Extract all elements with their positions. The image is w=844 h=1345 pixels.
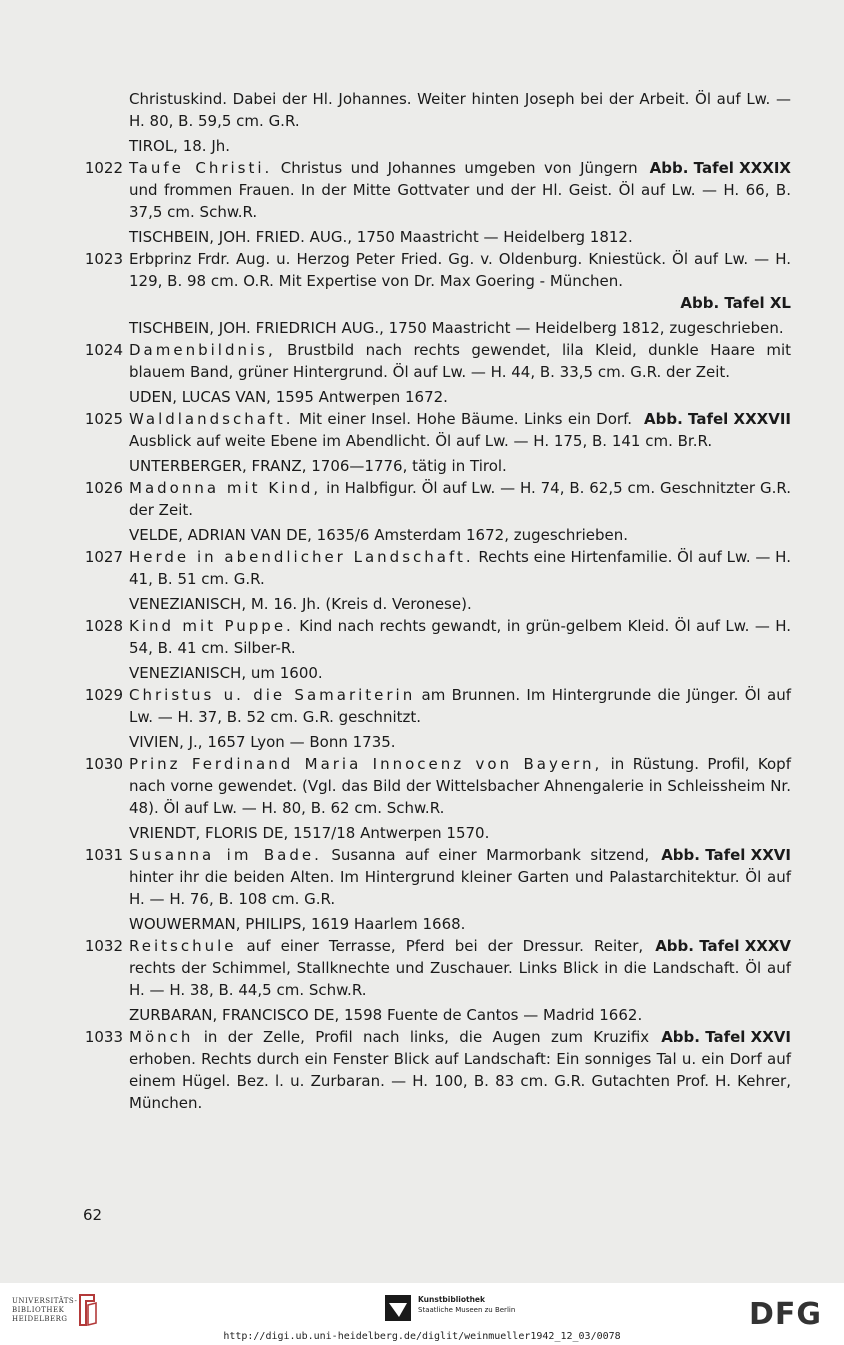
- catalog-entry: [77, 408, 791, 452]
- entry-body: [129, 408, 791, 452]
- source-url[interactable]: http://digi.ub.uni-heidelberg.de/diglit/weinmueller1942_12_03/0078: [223, 1331, 621, 1342]
- uni-line-2: BIBLIOTHEK: [12, 1306, 65, 1314]
- artwork-description: Christus und Johannes umgeben von Jüngern und frommen Frauen. In der Mitte Gottvater und der Hl. Geist. Öl auf Lw. — H. 66, B. 37,5 cm. Schw.R.: [129, 159, 791, 221]
- artist-heading: VENEZIANISCH, M. 16. Jh. (Kreis d. Veronese).: [129, 595, 472, 613]
- artwork-title: Kind mit Puppe.: [129, 617, 294, 635]
- entry-body: [129, 615, 791, 659]
- artist-heading: TISCHBEIN, JOH. FRIEDRICH AUG., 1750 Maastricht — Heidelberg 1812, zugeschrieben.: [129, 319, 784, 337]
- artist-heading: UNTERBERGER, FRANZ, 1706—1776, tätig in Tirol.: [129, 457, 507, 475]
- entry-body: [129, 339, 791, 383]
- artwork-description: in der Zelle, Profil nach links, die Augen zum Kruzifix erhoben. Rechts durch ein Fenster Blick auf Landschaft: Ein sonniges Tal u. ein Dorf auf einem Hügel. Bez. l. u. Zurbaran. — H. 100, B. 83 cm. G.R. Gutachten Prof. H. Kehrer, München.: [129, 1028, 791, 1112]
- catalog-entry: [77, 546, 791, 590]
- catalog-entry: [77, 753, 791, 819]
- kb-title: Kunstbibliothek: [418, 1295, 486, 1304]
- lot-number: 1027: [84, 548, 123, 566]
- artwork-description: Rechts eine Hirtenfamilie. Öl auf Lw. — H. 41, B. 51 cm. G.R.: [129, 548, 791, 588]
- artist-heading: ZURBARAN, FRANCISCO DE, 1598 Fuente de Cantos — Madrid 1662.: [129, 1006, 643, 1024]
- lot-number: 1032: [84, 937, 123, 955]
- artwork-title: Susanna im Bade.: [129, 846, 322, 864]
- catalog-entry: [77, 248, 791, 314]
- dfg-logo[interactable]: DFG: [749, 1297, 823, 1332]
- artwork-description: Erbprinz Frdr. Aug. u. Herzog Peter Fried. Gg. v. Oldenburg. Kniestück. Öl auf Lw. — H. 129, B. 98 cm. O.R. Mit Expertise von Dr. Max Goering - München.: [129, 250, 791, 290]
- entry-body: [129, 157, 791, 223]
- plate-reference: Abb. Tafel XXXIX: [649, 159, 791, 177]
- entry-body: [129, 546, 791, 590]
- lot-number: 1028: [84, 617, 123, 635]
- catalog-entry: [77, 477, 791, 521]
- artwork-description: am Brunnen. Im Hintergrunde die Jünger. Öl auf Lw. — H. 37, B. 52 cm. G.R. geschnitzt.: [129, 686, 791, 726]
- artwork-description: in Halbfigur. Öl auf Lw. — H. 74, B. 62,5 cm. Geschnitzter G.R. der Zeit.: [129, 479, 791, 519]
- catalog-entry: [77, 684, 791, 728]
- entry-body: [129, 844, 791, 910]
- kb-subtitle: Staatliche Museen zu Berlin: [418, 1306, 516, 1314]
- catalog-entry: [77, 615, 791, 659]
- artwork-title: Reitschule: [129, 937, 237, 955]
- artist-heading: WOUWERMAN, PHILIPS, 1619 Haarlem 1668.: [129, 915, 466, 933]
- artwork-title: Damenbildnis,: [129, 341, 276, 359]
- artwork-title: Christus u. die Samariterin: [129, 686, 416, 704]
- artwork-title: Taufe Christi.: [129, 159, 273, 177]
- plate-reference: Abb. Tafel XL: [680, 294, 791, 312]
- artwork-description: Brustbild nach rechts gewendet, lila Kleid, dunkle Haare mit blauem Band, grüner Hintergrund. Öl auf Lw. — H. 44, B. 33,5 cm. G.R. der Zeit.: [129, 341, 791, 381]
- artist-heading: VRIENDT, FLORIS DE, 1517/18 Antwerpen 1570.: [129, 824, 490, 842]
- artist-heading: TIROL, 18. Jh.: [129, 137, 231, 155]
- university-library-logo[interactable]: [12, 1297, 77, 1324]
- lot-number: 1022: [84, 159, 123, 177]
- catalog-entry: [77, 844, 791, 910]
- plate-reference: Abb. Tafel XXVI: [661, 846, 791, 864]
- artwork-description: Mit einer Insel. Hohe Bäume. Links ein Dorf. Ausblick auf weite Ebene im Abendlicht. Öl auf Lw. — H. 175, B. 141 cm. Br.R.: [129, 410, 713, 450]
- kunstbibliothek-logo-icon: [385, 1295, 411, 1321]
- lot-number: 1026: [84, 479, 123, 497]
- entry-body: [129, 684, 791, 728]
- artist-heading: TISCHBEIN, JOH. FRIED. AUG., 1750 Maastricht — Heidelberg 1812.: [129, 228, 633, 246]
- artwork-title: Prinz Ferdinand Maria Innocenz von Bayern,: [129, 755, 603, 773]
- lot-number: 1033: [84, 1028, 123, 1046]
- artwork-description: Susanna auf einer Marmorbank sitzend, hinter ihr die beiden Alten. Im Hintergrund kleiner Garten und Palastarchitektur. Öl auf H. — H. 76, B. 108 cm. G.R.: [129, 846, 791, 908]
- lot-number: 1024: [84, 341, 123, 359]
- entry-body: [129, 1026, 791, 1114]
- plate-reference: Abb. Tafel XXXVII: [644, 410, 791, 428]
- lot-number: 1029: [84, 686, 123, 704]
- artist-heading: VELDE, ADRIAN VAN DE, 1635/6 Amsterdam 1672, zugeschrieben.: [129, 526, 629, 544]
- artwork-description: in Rüstung. Profil, Kopf nach vorne gewendet. (Vgl. das Bild der Wittelsbacher Ahnengalerie in Schleissheim Nr. 48). Öl auf Lw. — H. 80, B. 62 cm. Schw.R.: [129, 755, 791, 817]
- catalog-entry: [77, 935, 791, 1001]
- page-number: 62: [83, 1206, 103, 1224]
- catalog-text: [77, 88, 791, 1114]
- lot-number: 1030: [84, 755, 123, 773]
- continuation-entry: [77, 88, 791, 132]
- lot-number: 1023: [84, 250, 123, 268]
- artist-heading: VENEZIANISCH, um 1600.: [129, 664, 323, 682]
- artwork-title: Mönch: [129, 1028, 194, 1046]
- catalog-entry: [77, 339, 791, 383]
- artwork-title: Madonna mit Kind,: [129, 479, 322, 497]
- catalog-entry: [77, 1026, 791, 1114]
- continuation-text: Christuskind. Dabei der Hl. Johannes. Weiter hinten Joseph bei der Arbeit. Öl auf Lw. — H. 80, B. 59,5 cm. G.R.: [129, 90, 791, 130]
- lot-number: 1031: [84, 846, 123, 864]
- catalog-entry: [77, 157, 791, 223]
- lot-number: 1025: [84, 410, 123, 428]
- plate-reference: Abb. Tafel XXXV: [655, 937, 791, 955]
- kunstbibliothek-label: [418, 1295, 515, 1315]
- artwork-description: Kind nach rechts gewandt, in grün-gelbem Kleid. Öl auf Lw. — H. 54, B. 41 cm. Silber-R.: [129, 617, 791, 657]
- uni-line-3: HEIDELBERG: [12, 1315, 68, 1323]
- artwork-title: Herde in abendlicher Landschaft.: [129, 548, 474, 566]
- entry-body: [129, 753, 791, 819]
- artist-heading: VIVIEN, J., 1657 Lyon — Bonn 1735.: [129, 733, 396, 751]
- uni-line-1: UNIVERSITÄTS-: [12, 1297, 78, 1305]
- footer-bar: [0, 1283, 844, 1345]
- plate-reference: Abb. Tafel XXVI: [661, 1028, 791, 1046]
- artwork-title: Waldlandschaft.: [129, 410, 294, 428]
- university-emblem-icon: [74, 1293, 100, 1327]
- entry-body: [129, 477, 791, 521]
- artist-heading: UDEN, LUCAS VAN, 1595 Antwerpen 1672.: [129, 388, 448, 406]
- entry-body: [129, 248, 791, 292]
- artwork-description: auf einer Terrasse, Pferd bei der Dressur. Reiter, rechts der Schimmel, Stallknechte und Zuschauer. Links Blick in die Landschaft. Öl auf H. — H. 38, B. 44,5 cm. Schw.R.: [129, 937, 791, 999]
- entry-body: [129, 935, 791, 1001]
